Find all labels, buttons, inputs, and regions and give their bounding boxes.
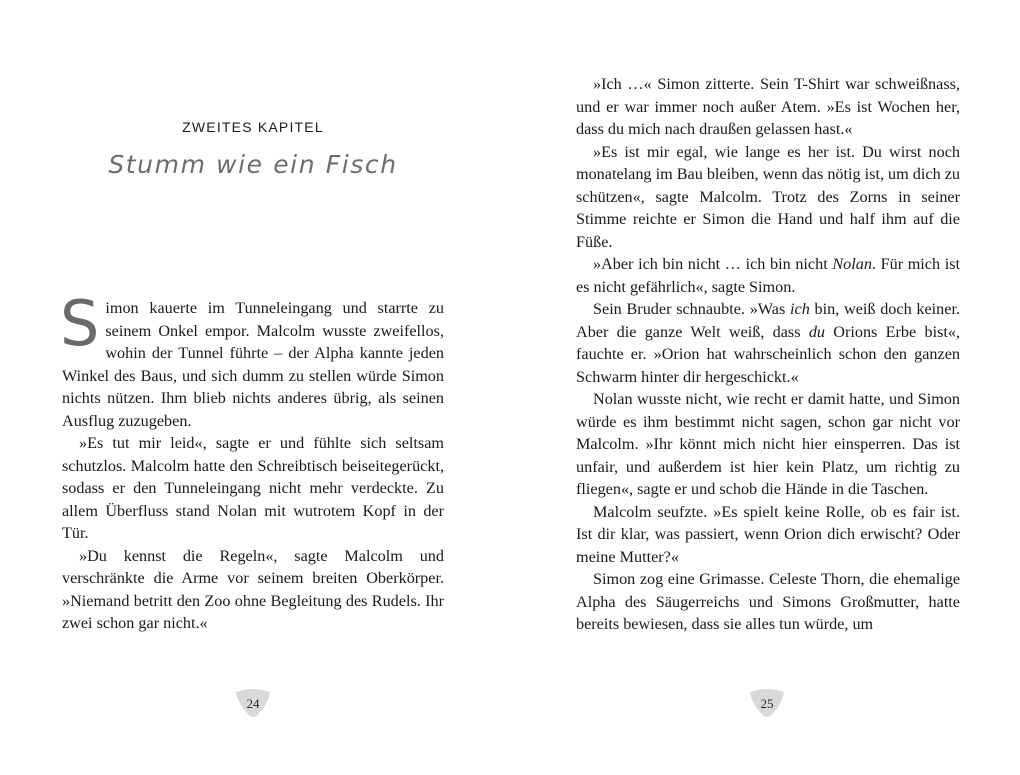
- emphasis-text: ich: [790, 300, 810, 318]
- paragraph: [576, 141, 960, 254]
- chapter-label: ZWEITES KAPITEL: [182, 119, 324, 135]
- paragraph-text: Nolan wusste nicht, wie recht er damit hatte, und Simon würde es ihm bestimmt nicht sagen, schon gar nicht vor Malcolm. »Ihr könnt mich nicht hier einsperren. Das ist unfair, und außerdem ist hier kein Platz, um richtig zu fliegen«, sagte er und schob die Hände in die Taschen.: [576, 390, 960, 498]
- right-page: [510, 0, 1020, 775]
- paragraph-text: bin, weiß doch keiner. Aber die ganze Welt weiß, dass: [576, 300, 961, 341]
- page-number: 24: [246, 696, 260, 711]
- paragraph: [576, 501, 960, 569]
- left-page-text: [60, 287, 444, 635]
- chapter-title: Stumm wie ein Fisch: [108, 150, 398, 179]
- paragraph: [576, 568, 960, 636]
- paragraph: [576, 298, 960, 388]
- paragraph: »Du kennst die Regeln«, sagte Malcolm und verschränkte die Arme vor seinem breiten Oberkörper. »Niemand betritt den Zoo ohne Begleitung des Rudels. Ihr zwei schon gar nicht.«: [62, 546, 444, 632]
- drop-cap: S: [60, 287, 100, 360]
- page-number-badge: [233, 687, 273, 723]
- emphasis-text: Nolan: [832, 255, 872, 273]
- paragraph: [576, 73, 960, 141]
- paragraph-text: Simon zog eine Grimasse. Celeste Thorn, die ehemalige Alpha des Säugerreichs und Simons Großmutter, hatte bereits bewiesen, dass sie alles tun würde, um: [576, 570, 960, 633]
- paragraph-text: . Für mich ist es nicht gefährlich«, sagte Simon.: [576, 255, 961, 296]
- paragraph-text: »Ich …« Simon zitterte. Sein T-Shirt war schweißnass, und er war immer noch außer Atem. »Es ist Wochen her, dass du mich nach draußen gelassen hast.«: [576, 75, 960, 138]
- paragraph: »Es tut mir leid«, sagte er und fühlte sich seltsam schutzlos. Malcolm hatte den Schreibtisch beiseitegerückt, sodass er den Tunneleingang nicht mehr verdeckte. Zu allem Überfluss stand Nolan mit wutrotem Kopf in der Tür.: [62, 434, 444, 542]
- paragraph-text: Malcolm seufzte. »Es spielt keine Rolle, ob es fair ist. Ist dir klar, was passiert, wenn Orion dich erwischt? Oder meine Mutter?«: [576, 502, 960, 566]
- paragraph: [60, 287, 444, 432]
- paragraph-text: »Es ist mir egal, wie lange es her ist. Du wirst noch monatelang im Bau bleiben, wenn das nötig ist, um dich zu schützen«, sagte Malcolm. Trotz des Zorns in seiner Stimme reichte er Simon die Hand und half ihm auf die Füße.: [576, 142, 960, 251]
- paragraph: [576, 253, 960, 298]
- paragraph-text: imon kauerte im Tunneleingang und starrte zu seinem Onkel empor. Malcolm wusste zweifellos, wohin der Tunnel führte – der Alpha kannte jeden Winkel des Baus, und sich dumm zu stellen würde Simon nichts nützen. Ihm blieb nichts anderes übrig, als seinen Ausflug zuzugeben.: [62, 299, 444, 430]
- right-page-text: [576, 73, 960, 636]
- emphasis-text: du: [808, 322, 826, 341]
- paragraph-text: Orions Erbe bist«, fauchte er. »Orion hat wahrscheinlich schon den ganzen Schwarm hinter dir hergeschickt.«: [576, 322, 961, 386]
- page-number-badge: [747, 687, 787, 723]
- paragraph-text: »Aber ich bin nicht … ich bin nicht: [593, 255, 833, 273]
- page-number: 25: [760, 696, 774, 711]
- paragraph: [576, 388, 960, 501]
- paragraph-text: Sein Bruder schnaubte. »Was: [593, 300, 791, 318]
